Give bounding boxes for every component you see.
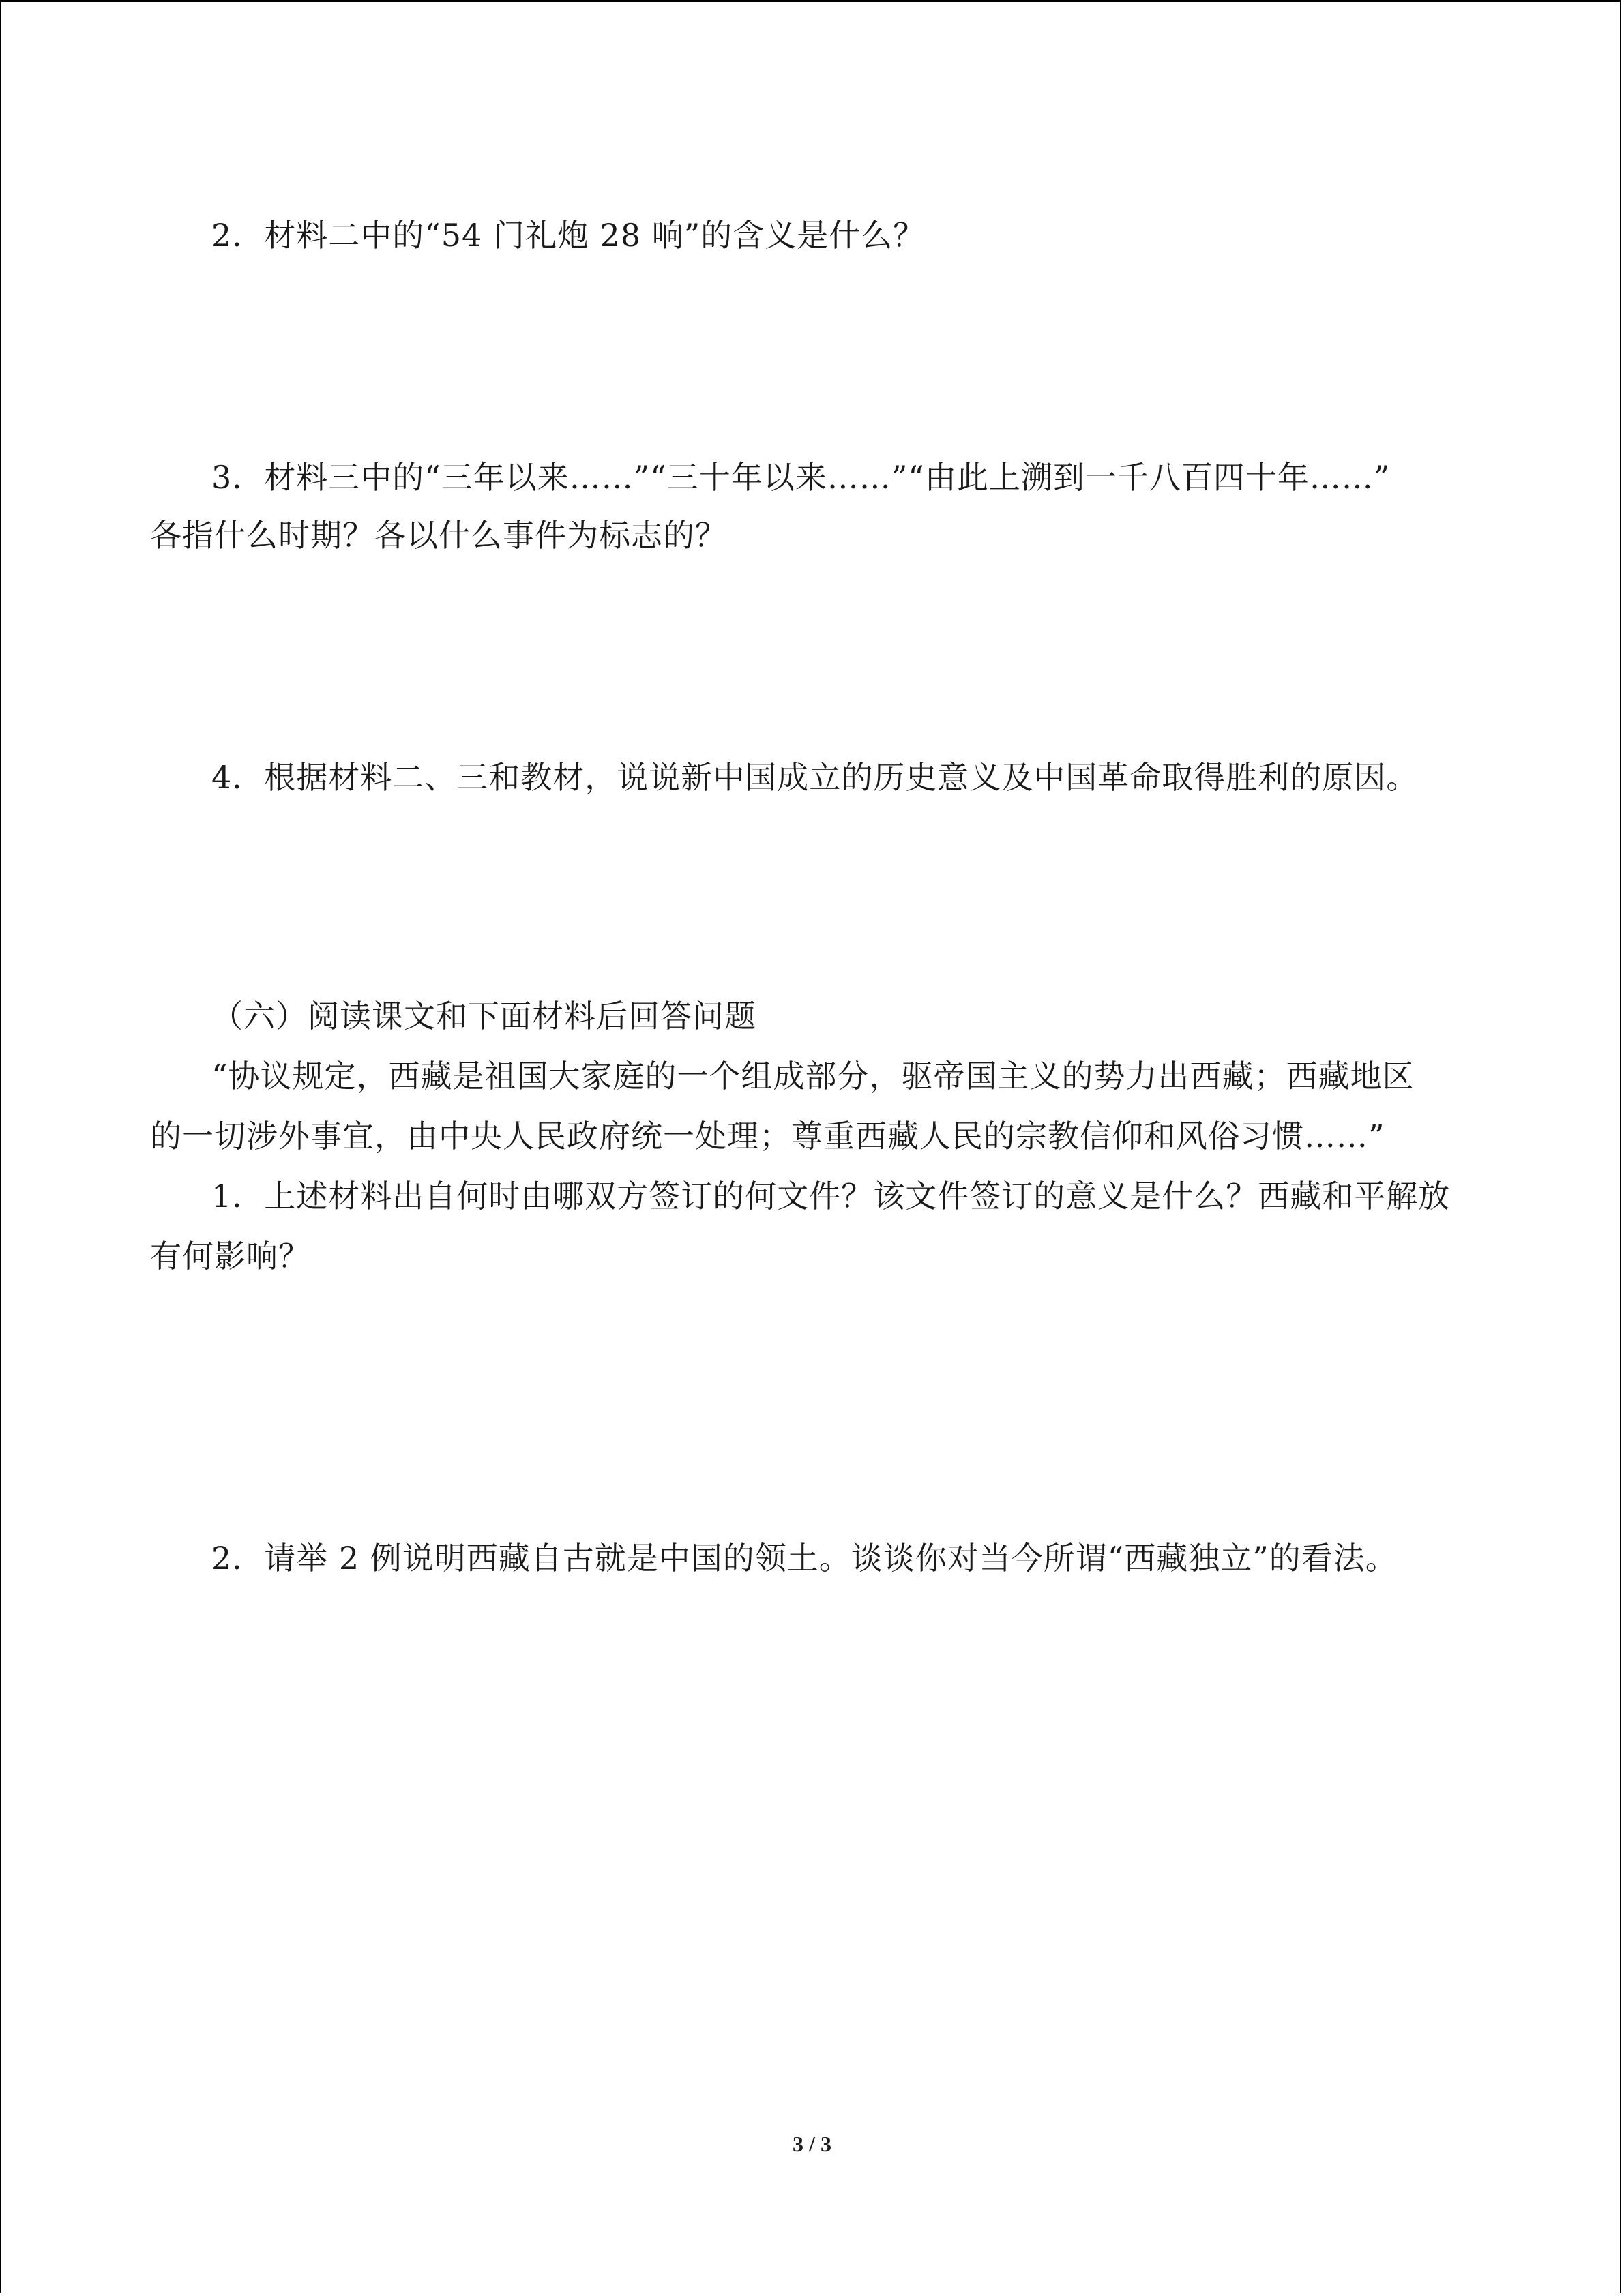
section-6-question-1-line-2: 有何影响？ [150, 1238, 310, 1274]
question-3-line-1: 3．材料三中的“三年以来……”“三十年以来……”“由此上溯到一千八百四十年……” [211, 459, 1391, 496]
page-number: 3 / 3 [793, 2132, 831, 2156]
material-quote-line-1: “协议规定，西藏是祖国大家庭的一个组成部分，驱帝国主义的势力出西藏；西藏地区 [211, 1058, 1415, 1094]
question-3-line-2: 各指什么时期？各以什么事件为标志的？ [150, 517, 727, 554]
section-6-question-1-line-1: 1．上述材料出自何时由哪双方签订的何文件？该文件签订的意义是什么？西藏和平解放 [211, 1178, 1451, 1214]
question-4: 4．根据材料二、三和教材，说说新中国成立的历史意义及中国革命取得胜利的原因。 [211, 759, 1419, 796]
section-6-heading: （六）阅读课文和下面材料后回答问题 [211, 998, 756, 1034]
section-6-question-2: 2．请举 2 例说明西藏自古就是中国的领土。谈谈你对当今所谓“西藏独立”的看法。 [211, 1540, 1398, 1577]
material-quote-line-2: 的一切涉外事宜，由中央人民政府统一处理；尊重西藏人民的宗教信仰和风俗习惯……” [150, 1118, 1385, 1154]
question-2-material-2: 2．材料二中的“54 门礼炮 28 响”的含义是什么？ [211, 217, 926, 254]
